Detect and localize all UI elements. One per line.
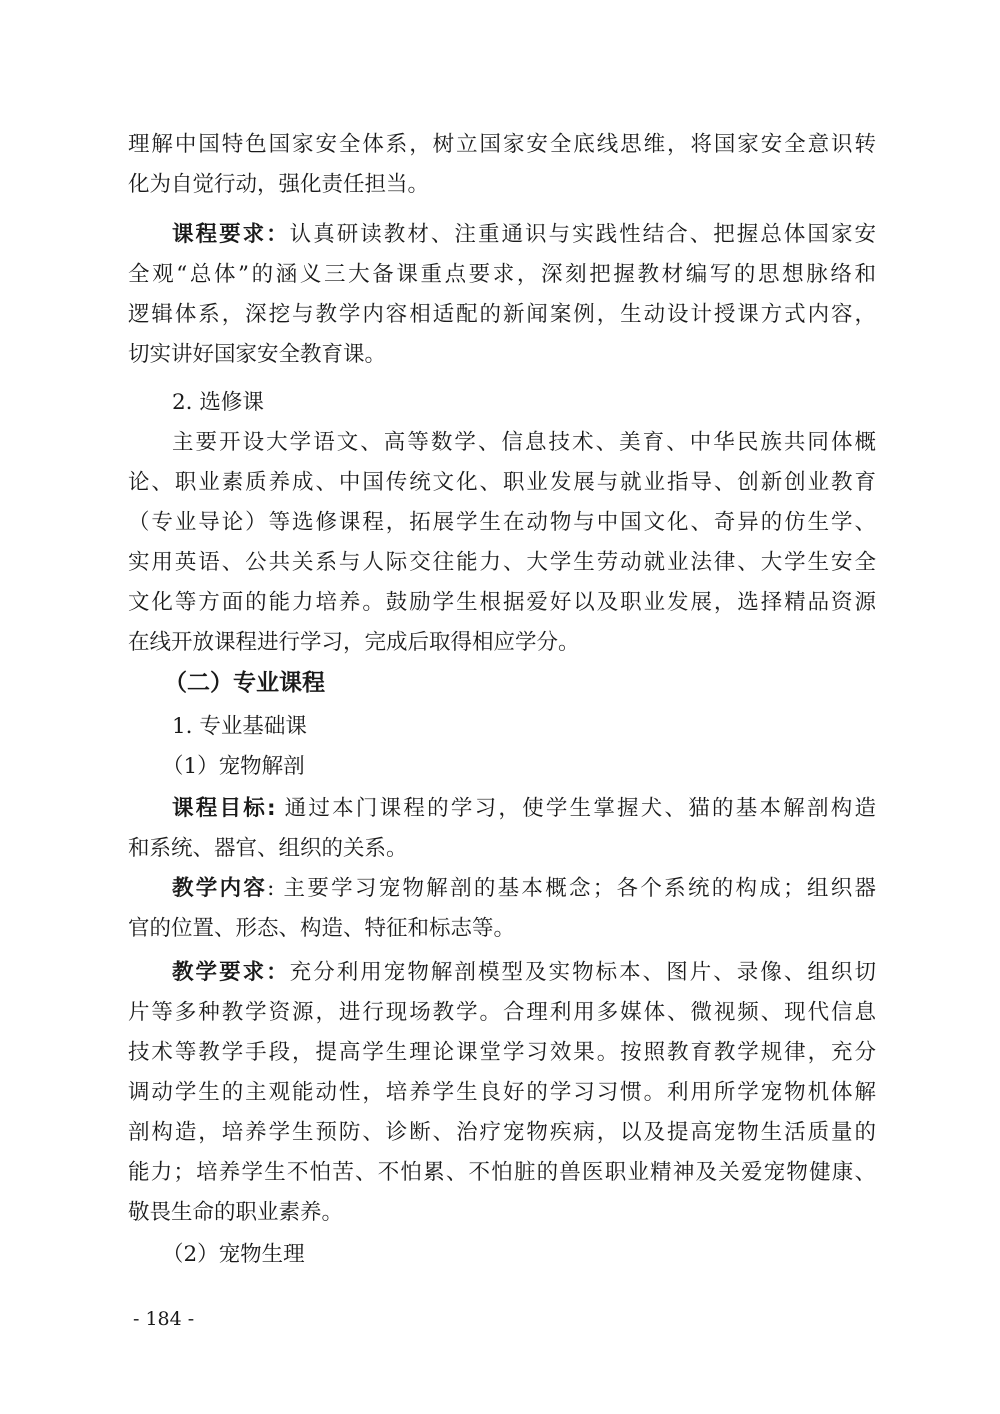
text-line: 敬畏生命的职业素养。 [128,1200,344,1225]
text-line: 官的位置、形态、构造、特征和标志等。 [128,916,516,941]
label-teaching-requirement: 教学要求： [172,960,290,985]
text-line: 片等多种教学资源，进行现场教学。合理利用多媒体、微视频、现代信息 [128,1000,876,1025]
text-span: : 主要学习宠物解剖的基本概念；各个系统的构成；组织器 [267,876,876,901]
text-line: 逻辑体系，深挖与教学内容相适配的新闻案例，生动设计授课方式内容， [128,302,876,327]
text-line: 论、职业素质养成、中国传统文化、职业发展与就业指导、创新创业教育 [128,470,876,495]
text-line: 剖构造，培养学生预防、诊断、治疗宠物疾病，以及提高宠物生活质量的 [128,1120,876,1145]
course-heading: （2）宠物生理 [162,1242,305,1267]
text-span: 通过本门课程的学习，使学生掌握犬、猫的基本解剖构造 [275,796,876,821]
text-line [172,789,876,829]
label-teaching-content: 教学内容 [172,876,268,901]
text-line [172,869,876,909]
page-number: - 184 - [133,1308,195,1330]
text-line: 在线开放课程进行学习，完成后取得相应学分。 [128,630,580,655]
text-line: 和系统、器官、组织的关系。 [128,836,408,861]
label-course-requirement: 课程要求： [172,222,290,247]
course-heading: （1）宠物解剖 [162,754,305,779]
text-line: 切实讲好国家安全教育课。 [128,342,387,367]
text-line [172,953,876,993]
text-line: （专业导论）等选修课程，拓展学生在动物与中国文化、奇异的仿生学、 [128,510,876,535]
text-line: 文化等方面的能力培养。鼓励学生根据爱好以及职业发展，选择精品资源 [128,590,876,615]
text-line: 主要开设大学语文、高等数学、信息技术、美育、中华民族共同体概 [172,430,876,455]
text-line: 能力；培养学生不怕苦、不怕累、不怕脏的兽医职业精神及关爱宠物健康、 [128,1160,876,1185]
label-course-goal: 课程目标: [172,796,276,821]
text-line [172,215,876,255]
section-heading: （二）专业课程 [164,670,325,696]
text-line: 调动学生的主观能动性，培养学生良好的学习习惯。利用所学宠物机体解 [128,1080,876,1105]
text-line: 实用英语、公共关系与人际交往能力、大学生劳动就业法律、大学生安全 [128,550,876,575]
text-line: 化为自觉行动，强化责任担当。 [128,172,430,197]
text-line: 理解中国特色国家安全体系，树立国家安全底线思维，将国家安全意识转 [128,132,876,157]
subheading-basic-courses: 1. 专业基础课 [172,714,307,739]
text-span: 充分利用宠物解剖模型及实物标本、图片、录像、组织切 [289,960,876,985]
text-line: 技术等教学手段，提高学生理论课堂学习效果。按照教育教学规律，充分 [128,1040,876,1065]
text-line: 全观“总体”的涵义三大备课重点要求，深刻把握教材编写的思想脉络和 [128,262,876,287]
subheading-elective: 2. 选修课 [172,390,264,415]
text-span: 认真研读教材、注重通识与实践性结合、把握总体国家安 [289,222,876,247]
